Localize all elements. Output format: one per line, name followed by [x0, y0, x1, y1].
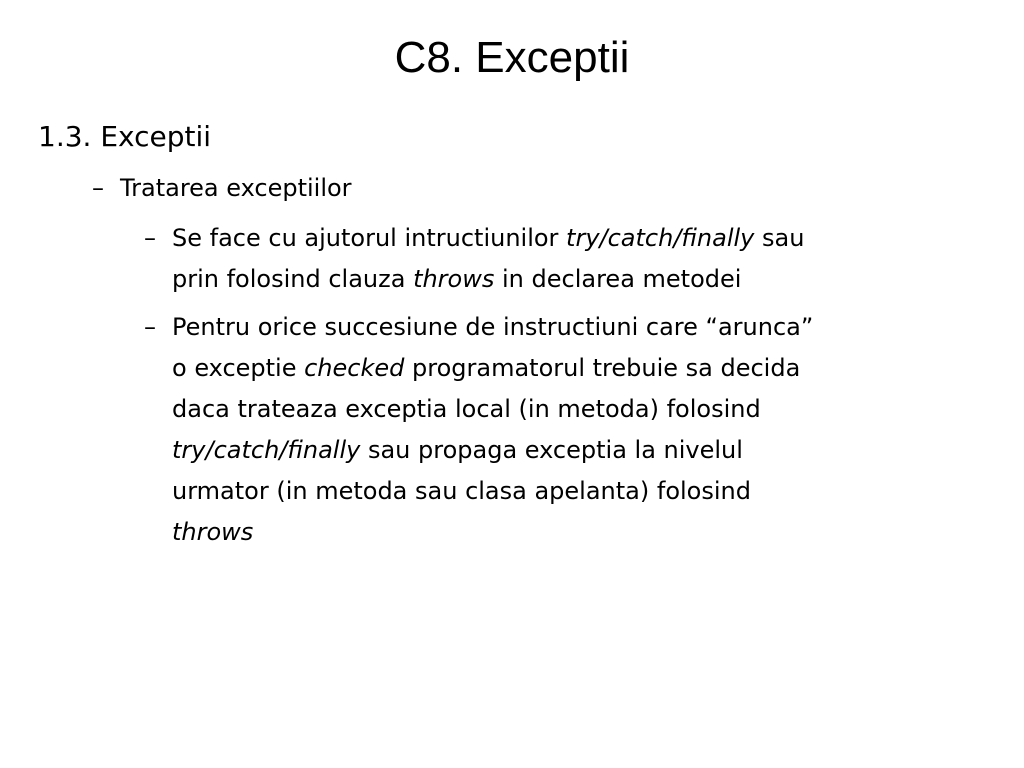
text-run: in declarea metodei [494, 265, 742, 293]
text-line: urmator (in metoda sau clasa apelanta) folosind [172, 477, 751, 505]
italic-keyword: checked [304, 354, 405, 382]
text-line [144, 259, 1004, 300]
text-line [144, 218, 1004, 259]
bullet-level-1: 1.3. Exceptii [38, 120, 212, 153]
bullet-level-3-item-1 [144, 218, 1004, 300]
text-line [144, 430, 1004, 471]
italic-keyword: throws [172, 518, 254, 546]
text-run: sau propaga exceptia la nivelul [360, 436, 743, 464]
bullet-level-2-text: Tratarea exceptiilor [120, 174, 352, 202]
bullet-level-3-item-2 [144, 307, 1004, 553]
bullet-level-2 [92, 169, 352, 207]
dash-bullet: – [144, 224, 156, 252]
text-run: sau [754, 224, 805, 252]
text-line: daca trateaza exceptia local (in metoda) folosind [172, 395, 761, 423]
text-line [144, 348, 1004, 389]
text-run: o exceptie [172, 354, 305, 382]
text-line: Pentru orice succesiune de instructiuni care “arunca” [172, 313, 814, 341]
slide-title: C8. Exceptii [394, 33, 630, 82]
dash-bullet: – [144, 313, 156, 341]
text-run: programatorul trebuie sa decida [404, 354, 801, 382]
dash-bullet: – [92, 174, 104, 202]
italic-keyword: throws [413, 265, 495, 293]
text-run: prin folosind clauza [172, 265, 414, 293]
italic-keyword: try/catch/finally [566, 224, 755, 252]
italic-keyword: try/catch/finally [172, 436, 361, 464]
text-line [144, 512, 1004, 553]
text-run: Se face cu ajutorul intructiunilor [172, 224, 567, 252]
